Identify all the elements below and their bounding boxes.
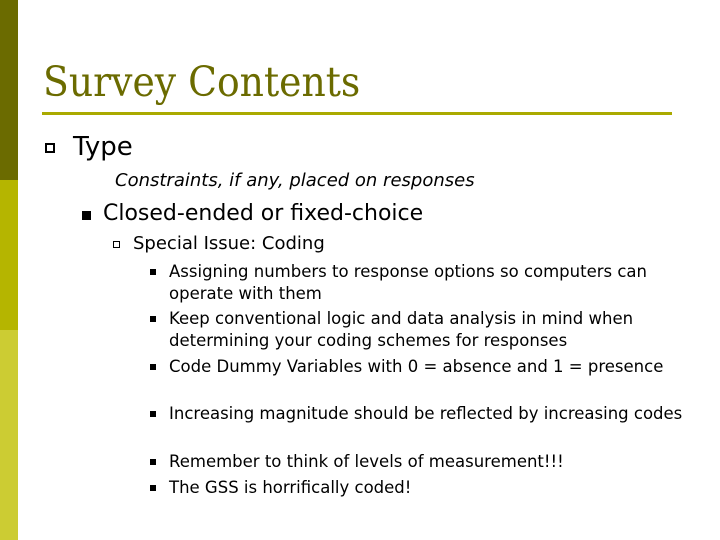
list-item	[150, 356, 690, 378]
bullet-level2-text: Closed-ended or fixed-choice	[103, 201, 424, 226]
square-bullet-icon	[150, 316, 156, 322]
square-filled-bullet-icon	[82, 211, 91, 220]
sidebar-band-bottom	[0, 330, 18, 540]
list-item-text: Increasing magnitude should be reflected by increasing codes	[169, 404, 683, 423]
square-bullet-icon	[150, 364, 156, 370]
list-item	[150, 451, 690, 473]
title-divider	[42, 112, 672, 115]
slide-title: Survey Contents	[43, 58, 361, 106]
square-bullet-icon	[150, 485, 156, 491]
list-item-text: The GSS is horrifically coded!	[169, 478, 412, 497]
bullet-level3-text: Special Issue: Coding	[133, 233, 325, 254]
sidebar-band-middle	[0, 180, 18, 330]
list-item-text: Code Dummy Variables with 0 = absence and 1 = presence	[169, 357, 664, 376]
list-item	[150, 477, 690, 499]
list-item-text: Remember to think of levels of measurement!!!	[169, 452, 564, 471]
list-item	[150, 261, 690, 305]
square-bullet-icon	[150, 411, 156, 417]
list-item	[150, 403, 690, 425]
square-bullet-icon	[150, 459, 156, 465]
bullet-level1-text: Type	[73, 132, 133, 162]
list-item-text: Keep conventional logic and data analysis in mind when determining your coding schemes for responses	[169, 309, 634, 350]
square-bullet-icon	[150, 269, 156, 275]
square-outline-bullet-icon	[113, 241, 120, 248]
square-outline-bullet-icon	[45, 143, 55, 153]
sidebar-band-top	[0, 0, 18, 180]
list-item-text: Assigning numbers to response options so computers can operate with them	[169, 262, 648, 303]
type-note: Constraints, if any, placed on responses	[115, 170, 475, 191]
list-item	[150, 308, 690, 352]
